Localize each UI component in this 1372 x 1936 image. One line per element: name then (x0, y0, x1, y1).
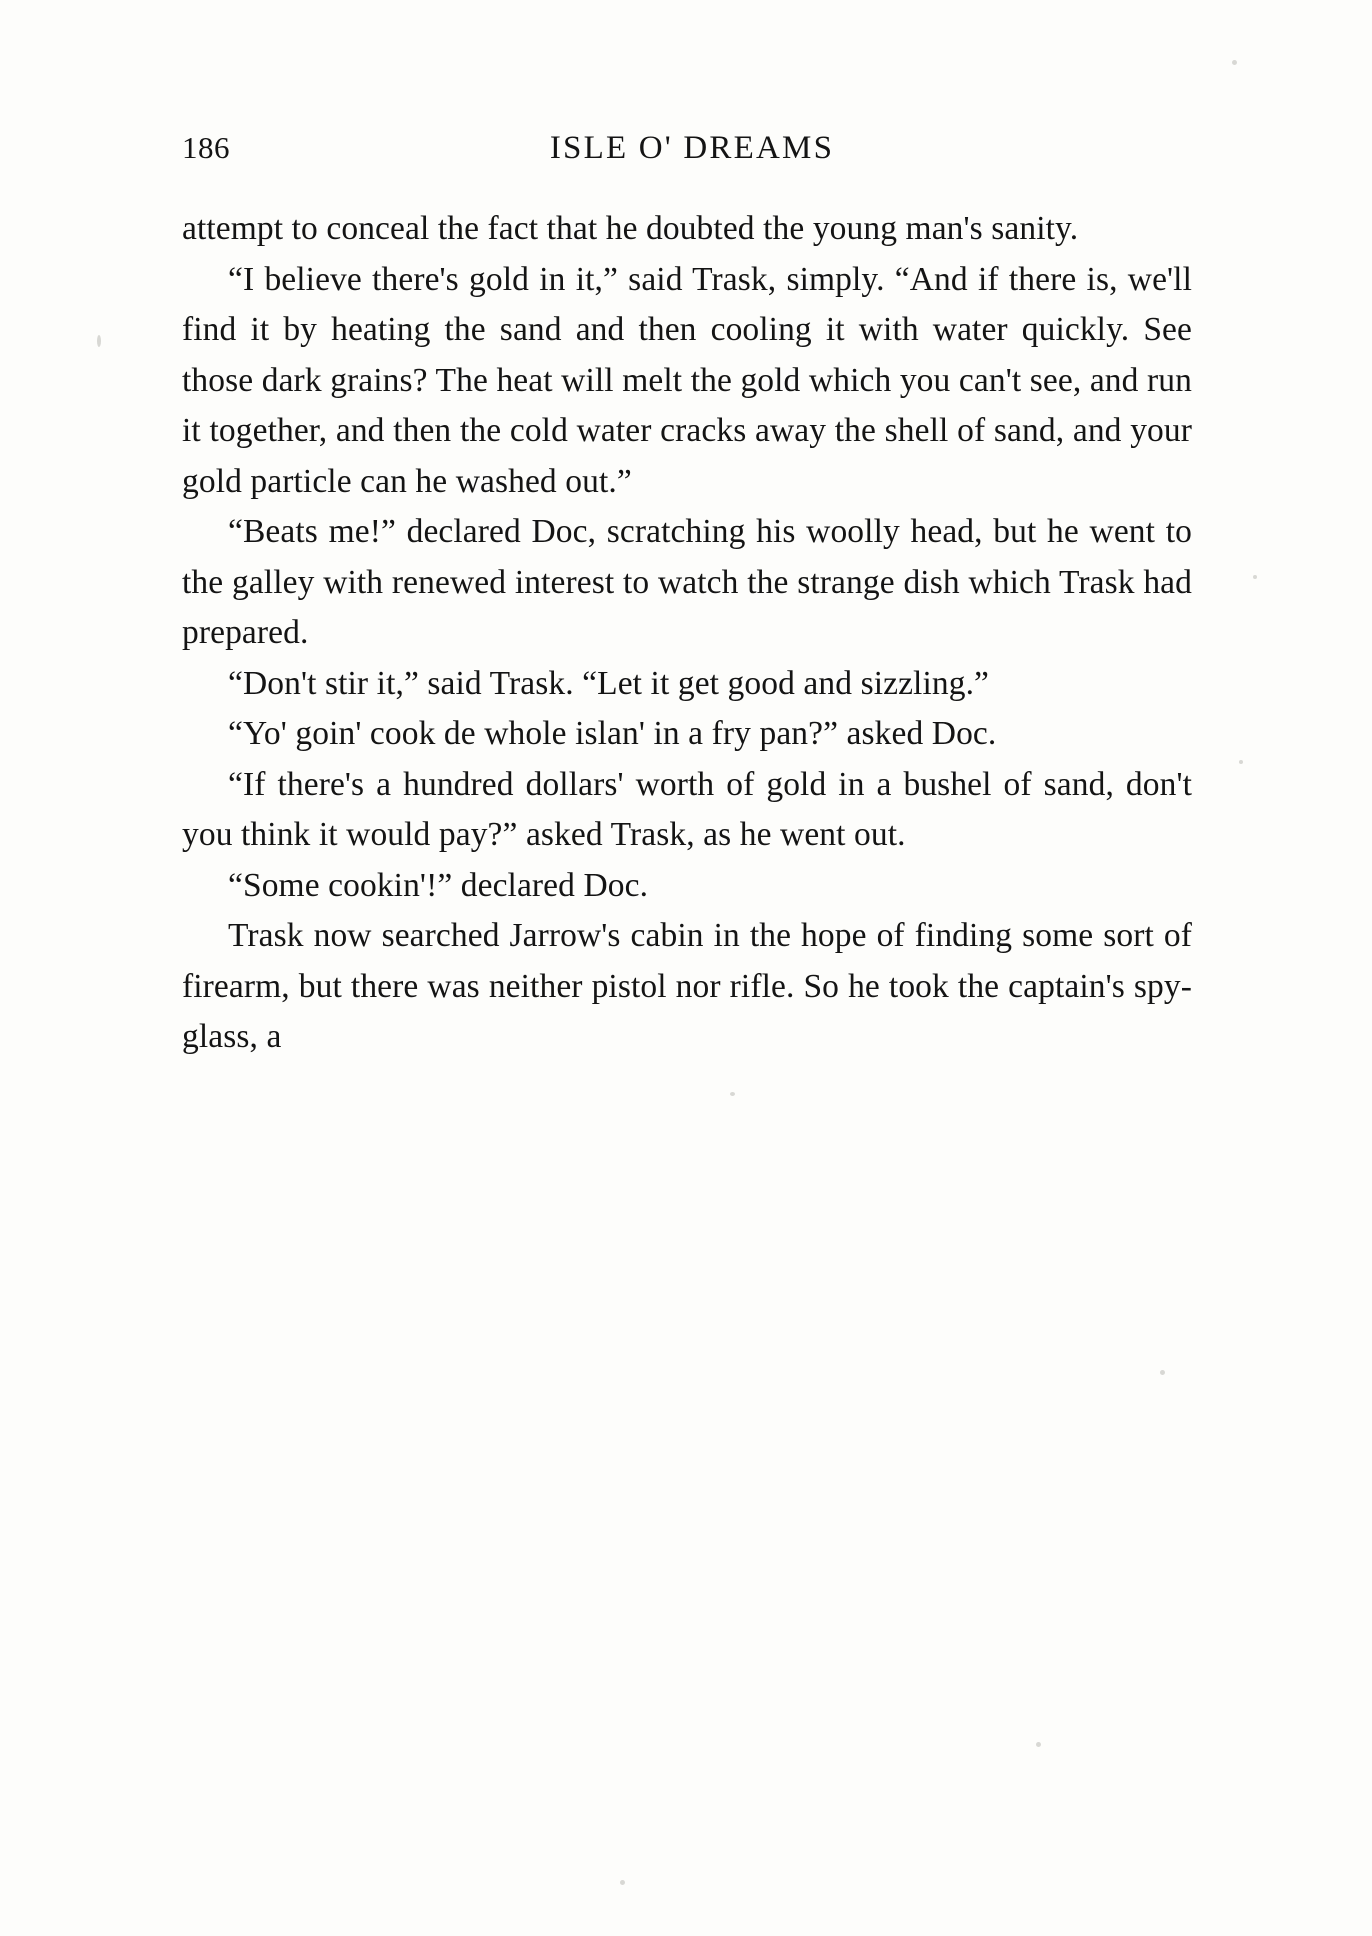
page-speckle (1036, 1742, 1041, 1747)
paragraph: “Yo' goin' cook de whole islan' in a fry pan?” asked Doc. (228, 715, 997, 752)
page-speckle (1232, 60, 1237, 65)
paragraph: “Beats me!” declared Doc, scratching his woolly head, but he went to the galley with renewed interest to watch the strange dish which Trask had prepared. (182, 513, 1192, 651)
paragraph: “If there's a hundred dollars' worth of gold in a bushel of sand, don't you think it would pay?” asked Trask, as he went out. (182, 765, 1192, 853)
body-text (182, 204, 1192, 1063)
page-speckle (97, 335, 101, 347)
page-speckle (620, 1880, 625, 1885)
page-speckle (730, 1092, 735, 1096)
page-speckle (1253, 575, 1257, 579)
paragraph: Trask now searched Jarrow's cabin in the hope of finding some sort of firearm, but there was neither pistol nor rifle. So he took the captain's spy-glass, a (182, 917, 1192, 1055)
running-head (182, 130, 1192, 178)
paragraph: attempt to conceal the fact that he doubted the young man's sanity. (182, 210, 1079, 247)
book-title: ISLE O' DREAMS (549, 130, 835, 166)
paragraph: “Don't stir it,” said Trask. “Let it get good and sizzling.” (228, 664, 990, 702)
paragraph: “Some cookin'!” declared Doc. (228, 866, 649, 904)
page-speckle (1160, 1370, 1165, 1375)
paragraph: “I believe there's gold in it,” said Trask, simply. “And if there is, we'll find it by heating the sand and then cooling it with water quickly. See those dark grains? The heat will melt the gold which you can't see, and run it together, and then the cold water cracks away the shell of sand, and your gold particle can he washed out.” (182, 260, 1192, 500)
page-speckle (1239, 760, 1243, 764)
page-content (182, 130, 1192, 1063)
page-number: 186 (182, 130, 230, 165)
